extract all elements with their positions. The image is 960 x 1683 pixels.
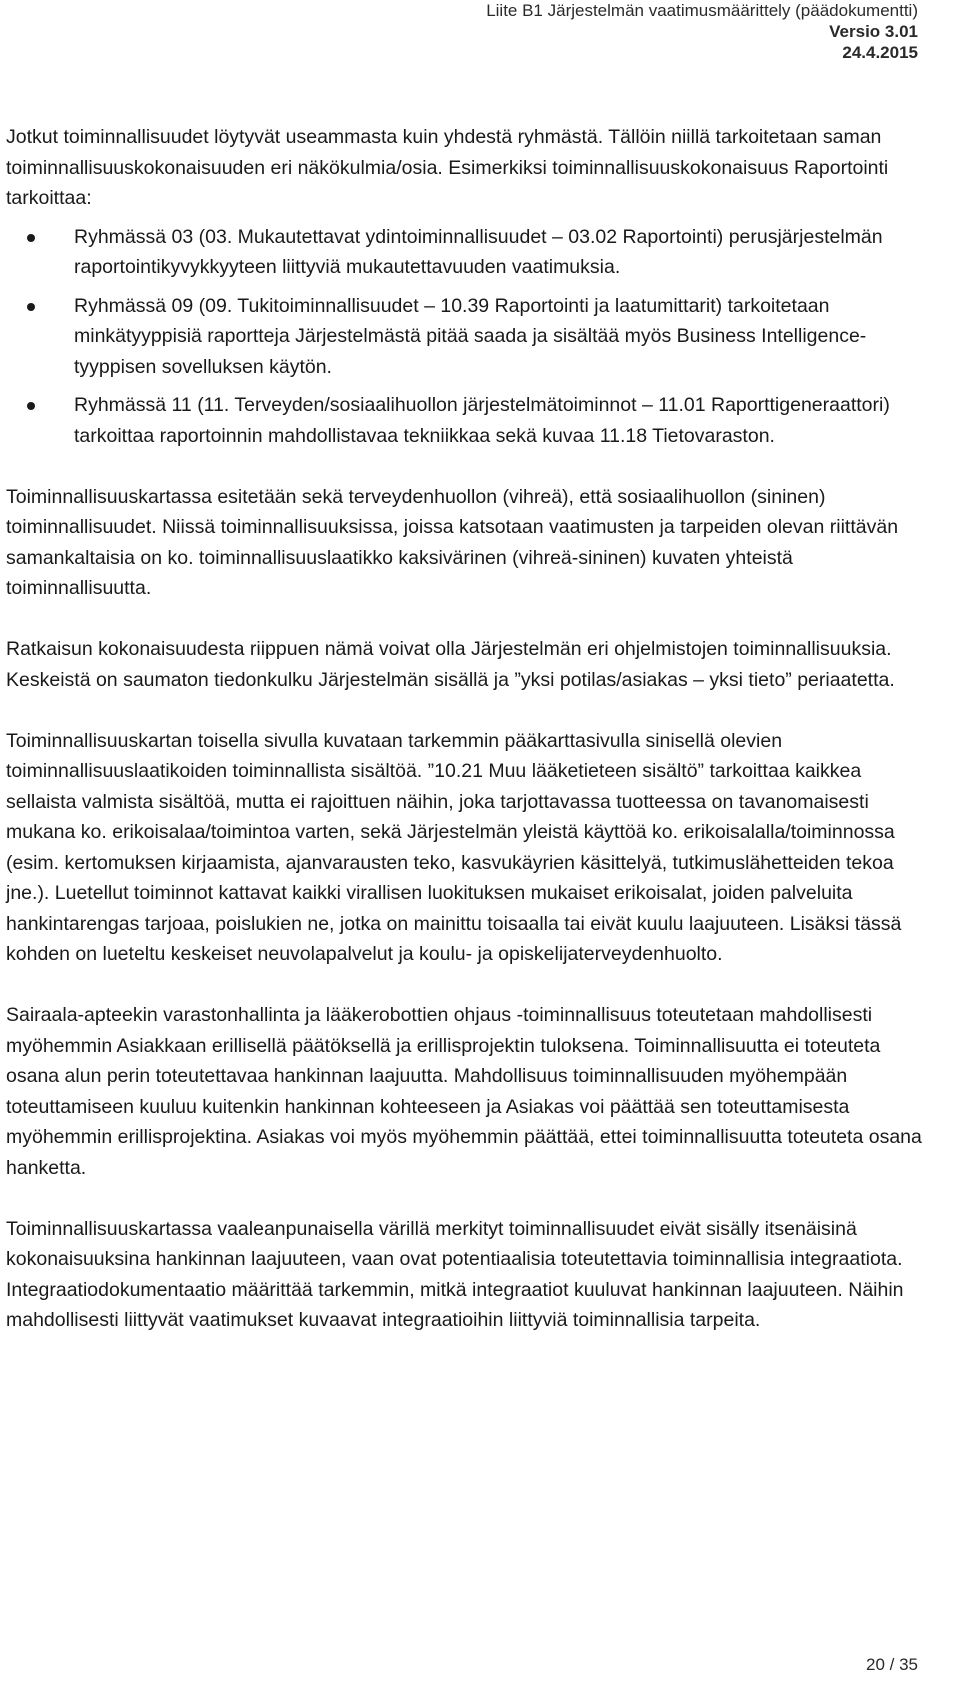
paragraph-second-page: Toiminnallisuuskartan toisella sivulla kuvataan tarkemmin pääkarttasivulla sinisellä olevien toiminnallisuuslaatikoiden toiminnallista sisältöä. ”10.21 Muu lääketieteen sisältö” tarkoittaa kaikkea sellaista valmista sisältöä, mutta ei rajoittuen näihin, joka tarjottavassa tuotteessa on tavanomaisesti mukana ko. erikoisalaa/toimintoa varten, sekä Järjestelmän yleistä käyttöä ko. erikoisalalla/toiminnossa (esim. kertomuksen kirjaamista, ajanvarausten teko, kasvukäyrien käsittelyä, tutkimuslähetteiden tekoa jne.). Luetellut toiminnot kattavat kaikki virallisen luokituksen mukaiset erikoisalat, joiden palveluita hankintarengas tarjoaa, poislukien ne, jotka on mainittu toisaalla tai eivät kuulu laajuuteen. Lisäksi tässä kohden on lueteltu keskeiset neuvolapalvelut ja koulu- ja opiskelijaterveydenhuolto. bbox=[6, 729, 902, 965]
document-title: Liite B1 Järjestelmän vaatimusmäärittely (päädokumentti) bbox=[486, 1, 918, 20]
list-item bbox=[6, 222, 922, 283]
list-item-text: Ryhmässä 11 (11. Terveyden/sosiaalihuollon järjestelmätoiminnot – 11.01 Raporttigeneraattori) tarkoittaa raportoinnin mahdollistavaa tekniikkaa sekä kuvaa 11.18 Tietovaraston. bbox=[74, 394, 890, 447]
list-item-text: Ryhmässä 09 (09. Tukitoiminnallisuudet – 10.39 Raportointi ja laatumittarit) tarkoitetaan minkätyyppisiä raportteja Järjestelmästä pitää saada ja sisältää myös Business Intelligence-tyyppisen sovelluksen käytön. bbox=[74, 294, 867, 378]
paragraph-solution: Ratkaisun kokonaisuudesta riippuen nämä voivat olla Järjestelmän eri ohjelmistojen toiminnallisuuksia. Keskeistä on saumaton tiedonkulku Järjestelmän sisällä ja ”yksi potilas/asiakas – yksi tieto” periaatetta. bbox=[6, 638, 895, 691]
bullet-icon bbox=[27, 303, 35, 311]
list-item bbox=[6, 291, 922, 383]
bullet-list bbox=[6, 222, 922, 452]
bullet-icon bbox=[27, 234, 35, 242]
page-number: 20 / 35 bbox=[866, 1655, 918, 1674]
list-item-text: Ryhmässä 03 (03. Mukautettavat ydintoiminnallisuudet – 03.02 Raportointi) perusjärjestelmän raportointikyvykkyyteen liittyviä mukautettavuuden vaatimuksia. bbox=[74, 225, 883, 278]
page-header bbox=[486, 0, 918, 63]
bullet-icon bbox=[27, 402, 35, 410]
list-item bbox=[6, 390, 922, 451]
intro-paragraph: Jotkut toiminnallisuudet löytyvät useammasta kuin yhdestä ryhmästä. Tällöin niillä tarkoitetaan saman toiminnallisuuskokonaisuuden eri näkökulmia/osia. Esimerkiksi toiminnallisuuskokonaisuus Raportointi tarkoittaa: bbox=[6, 126, 889, 209]
document-body bbox=[6, 122, 922, 1366]
paragraph-color-legend: Toiminnallisuuskartassa esitetään sekä terveydenhuollon (vihreä), että sosiaalihuollon (sininen) toiminnallisuudet. Niissä toiminnallisuuksissa, joissa katsotaan vaatimusten ja tarpeiden olevan riittävän samankaltaisia on ko. toiminnallisuuslaatikko kaksivärinen (vihreä-sininen) kuvaten yhteistä toiminnallisuutta. bbox=[6, 485, 899, 599]
paragraph-pharmacy: Sairaala-apteekin varastonhallinta ja lääkerobottien ohjaus -toiminnallisuus toteutetaan mahdollisesti myöhemmin Asiakkaan erillisellä päätöksellä ja erillisprojektin tuloksena. Toiminnallisuutta ei toteuteta osana alun perin toteutettavaa hankinnan laajuutta. Mahdollisuus toiminnallisuuden myöhempään toteuttamiseen kuuluu kuitenkin hankinnan kohteeseen ja Asiakas voi päättää sen toteuttamisesta myöhemmin erillisprojektina. Asiakas voi myös myöhemmin päättää, ettei toiminnallisuutta toteuteta osana hanketta. bbox=[6, 1004, 922, 1179]
document-date: 24.4.2015 bbox=[842, 43, 918, 62]
paragraph-integrations: Toiminnallisuuskartassa vaaleanpunaisella värillä merkityt toiminnallisuudet eivät sisälly itsenäisinä kokonaisuuksina hankinnan laajuuteen, vaan ovat potentiaalisia toteutettavia toiminnallisia integraatiota. Integraatiodokumentaatio määrittää tarkemmin, mitkä integraatiot kuuluvat hankinnan laajuuteen. Näihin mahdollisesti liittyvät vaatimukset kuvaavat integraatioihin liittyviä toiminnallisia tarpeita. bbox=[6, 1217, 904, 1331]
document-version: Versio 3.01 bbox=[829, 22, 918, 41]
